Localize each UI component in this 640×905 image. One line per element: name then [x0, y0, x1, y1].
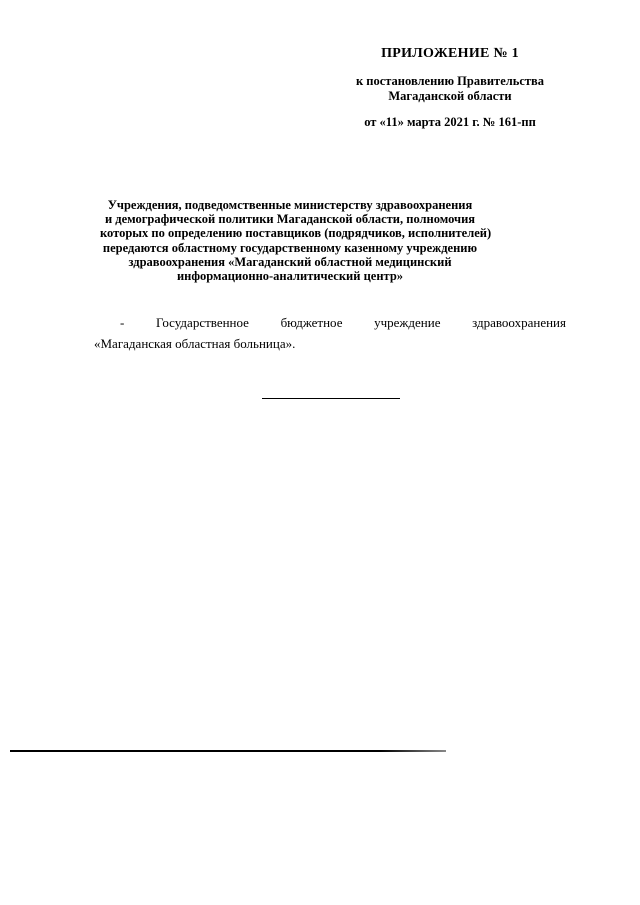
appendix-reference-line1: к постановлению Правительства — [355, 74, 545, 88]
list-dash: - — [120, 315, 125, 330]
appendix-date-line: от «11» марта 2021 г. № 161-пп — [364, 115, 536, 129]
document-heading — [100, 198, 492, 284]
list-word: Государственное — [155, 315, 249, 330]
heading-line: которых по определению поставщиков (подрядчиков, исполнителей) — [100, 226, 492, 241]
appendix-reference-line2: Магаданской области — [388, 89, 512, 103]
heading-line: Учреждения, подведомственные министерству здравоохранения — [107, 198, 473, 212]
appendix-title: ПРИЛОЖЕНИЕ № 1 — [381, 46, 519, 61]
heading-line: информационно-аналитический центр» — [176, 269, 404, 284]
list-word: бюджетное — [280, 315, 343, 330]
list-item-continuation: «Магаданская областная больница». — [94, 336, 296, 351]
end-of-text-divider — [262, 398, 400, 399]
institution-list-item — [94, 312, 566, 354]
heading-line: и демографической политики Магаданской области, полномочия — [104, 212, 476, 227]
appendix-header — [330, 46, 570, 130]
list-word: учреждение — [374, 315, 441, 330]
list-item-first-line — [94, 312, 566, 333]
heading-line: здравоохранения «Магаданский областной медицинский — [128, 254, 452, 269]
list-word: здравоохранения — [472, 315, 566, 330]
heading-line: передаются областному государственному казенному учреждению — [102, 240, 478, 255]
page-bottom-rule — [10, 750, 446, 752]
